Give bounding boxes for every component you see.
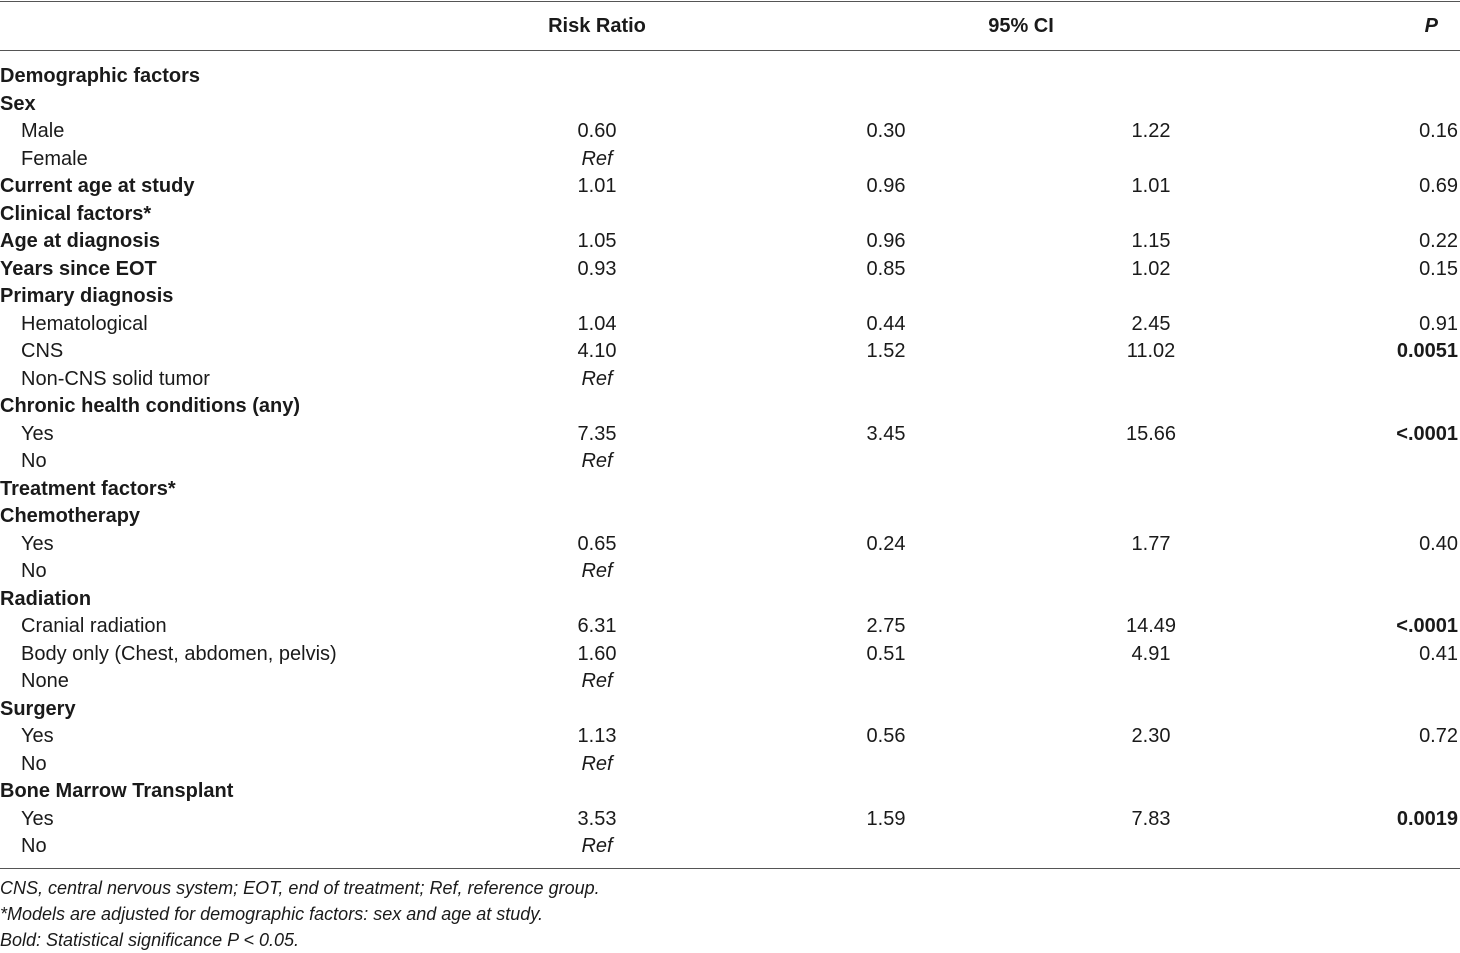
ci-upper-cell: 1.22 — [1131, 120, 1171, 142]
footnote-significance: Bold: Statistical significance P < 0.05. — [0, 930, 299, 950]
table-row — [0, 778, 1460, 806]
risk-ratio-cell: Ref — [581, 147, 613, 170]
risk-ratio-cell: 3.53 — [577, 807, 617, 830]
row-label: Yes — [21, 422, 54, 445]
header-p: P — [1424, 15, 1438, 37]
ci-lower-cell: 0.56 — [866, 725, 906, 747]
p-value-cell: 0.22 — [1419, 230, 1458, 252]
table-row — [0, 668, 1460, 696]
ci-upper-cell: 1.01 — [1131, 175, 1171, 197]
header-risk-ratio: Risk Ratio — [548, 15, 646, 37]
risk-ratio-cell: 0.65 — [577, 532, 617, 555]
row-label: Cranial radiation — [21, 615, 167, 637]
table-row — [0, 696, 1460, 724]
p-value-cell: 0.72 — [1419, 725, 1458, 747]
risk-ratio-cell: 6.31 — [577, 615, 617, 637]
row-label: Non-CNS solid tumor — [21, 367, 210, 390]
risk-ratio-cell: Ref — [581, 560, 613, 582]
row-label: Hematological — [21, 312, 148, 335]
p-value-cell: 0.16 — [1419, 120, 1458, 142]
p-value-cell: 0.0051 — [1396, 340, 1458, 362]
table-row — [0, 833, 1460, 861]
table-row — [0, 173, 1460, 201]
table-row — [0, 503, 1460, 531]
ci-upper-cell: 15.66 — [1125, 422, 1177, 445]
risk-ratio-cell: Ref — [581, 367, 613, 390]
risk-ratio-cell: Ref — [581, 450, 613, 472]
ci-lower-cell: 0.44 — [866, 312, 906, 335]
row-heading: Treatment factors* — [0, 477, 176, 500]
risk-ratio-cell: 7.35 — [577, 422, 617, 445]
table-row — [0, 531, 1460, 559]
row-label: No — [21, 835, 47, 857]
ci-upper-cell: 1.77 — [1131, 532, 1171, 555]
risk-ratio-cell: 1.05 — [577, 230, 617, 252]
p-value-cell: 0.41 — [1419, 642, 1458, 665]
row-label: Yes — [21, 532, 54, 555]
risk-ratio-cell: 1.13 — [577, 725, 617, 747]
footnote-abbreviations: CNS, central nervous system; EOT, end of treatment; Ref, reference group. — [0, 878, 600, 898]
row-heading: Sex — [0, 92, 36, 115]
ci-lower-cell: 0.30 — [866, 120, 906, 142]
table-row — [0, 806, 1460, 834]
table-row — [0, 146, 1460, 174]
row-heading: Chemotherapy — [0, 505, 141, 527]
ci-lower-cell: 0.96 — [866, 230, 906, 252]
ci-lower-cell: 0.96 — [866, 175, 906, 197]
p-value-cell: <.0001 — [1396, 615, 1458, 637]
table-row — [0, 641, 1460, 669]
table-row — [0, 311, 1460, 339]
row-heading: Radiation — [0, 587, 92, 610]
row-label: Male — [21, 120, 65, 142]
row-heading: Surgery — [0, 697, 76, 720]
p-value-cell: 0.69 — [1419, 175, 1458, 197]
risk-ratio-cell: 0.93 — [577, 257, 617, 280]
ci-lower-cell: 1.59 — [866, 807, 906, 830]
table-row — [0, 421, 1460, 449]
table-row — [0, 91, 1460, 119]
table-row — [0, 63, 1460, 91]
table-header-rule — [0, 50, 1460, 51]
row-label: None — [21, 670, 69, 692]
risk-ratio-cell: Ref — [581, 835, 613, 857]
table-row — [0, 613, 1460, 641]
row-heading: Bone Marrow Transplant — [0, 780, 234, 802]
risk-ratio-cell: Ref — [581, 670, 613, 692]
risk-ratio-cell: 1.60 — [577, 642, 617, 665]
risk-ratio-cell: 0.60 — [577, 120, 617, 142]
row-label: No — [21, 450, 47, 472]
ci-lower-cell: 0.85 — [866, 257, 906, 280]
p-value-cell: 0.40 — [1419, 532, 1458, 555]
table-row — [0, 476, 1460, 504]
ci-upper-cell: 1.15 — [1131, 230, 1171, 252]
ci-lower-cell: 0.51 — [866, 642, 906, 665]
ci-upper-cell: 2.30 — [1131, 725, 1171, 747]
row-label: Yes — [21, 807, 54, 830]
ci-upper-cell: 4.91 — [1131, 642, 1171, 665]
ci-lower-cell: 0.24 — [866, 532, 906, 555]
risk-ratio-cell: Ref — [581, 752, 613, 775]
row-heading: Clinical factors* — [0, 202, 152, 225]
risk-ratio-cell: 1.01 — [577, 175, 617, 197]
risk-ratio-cell: 4.10 — [577, 340, 617, 362]
table-row — [0, 228, 1460, 256]
ci-lower-cell: 2.75 — [866, 615, 906, 637]
p-value-cell: <.0001 — [1396, 422, 1458, 445]
p-value-cell: 0.91 — [1419, 312, 1458, 335]
row-heading: Demographic factors — [0, 65, 201, 87]
table-row — [0, 448, 1460, 476]
risk-ratio-cell: 1.04 — [577, 312, 617, 335]
row-heading: Current age at study — [0, 175, 195, 197]
ci-upper-cell: 11.02 — [1126, 340, 1176, 362]
table-row — [0, 751, 1460, 779]
ci-lower-cell: 1.52 — [866, 340, 906, 362]
table-row — [0, 256, 1460, 284]
p-value-cell: 0.0019 — [1396, 807, 1458, 830]
table-bottom-rule — [0, 868, 1460, 869]
row-heading: Primary diagnosis — [0, 285, 174, 307]
table-row — [0, 723, 1460, 751]
table-row — [0, 558, 1460, 586]
ci-upper-cell: 7.83 — [1131, 807, 1171, 830]
header-ci: 95% CI — [988, 15, 1054, 37]
row-label: Body only (Chest, abdomen, pelvis) — [21, 642, 337, 665]
row-label: Female — [21, 147, 88, 170]
ci-upper-cell: 1.02 — [1131, 257, 1171, 280]
row-label: No — [21, 752, 47, 775]
table-row — [0, 201, 1460, 229]
row-heading: Chronic health conditions (any) — [0, 395, 301, 417]
row-heading: Years since EOT — [0, 257, 157, 280]
row-label: CNS — [21, 340, 64, 362]
footnote-adjustment: *Models are adjusted for demographic factors: sex and age at study. — [0, 904, 543, 924]
table-row — [0, 283, 1460, 311]
row-label: Yes — [21, 725, 54, 747]
table-row — [0, 393, 1460, 421]
ci-upper-cell: 14.49 — [1125, 615, 1177, 637]
table-row — [0, 338, 1460, 366]
table-top-rule — [0, 1, 1460, 2]
table-row — [0, 366, 1460, 394]
row-label: No — [21, 560, 47, 582]
row-heading: Age at diagnosis — [0, 230, 161, 252]
ci-upper-cell: 2.45 — [1131, 312, 1171, 335]
table-row — [0, 118, 1460, 146]
table-row — [0, 586, 1460, 614]
p-value-cell: 0.15 — [1419, 257, 1458, 280]
ci-lower-cell: 3.45 — [866, 422, 906, 445]
